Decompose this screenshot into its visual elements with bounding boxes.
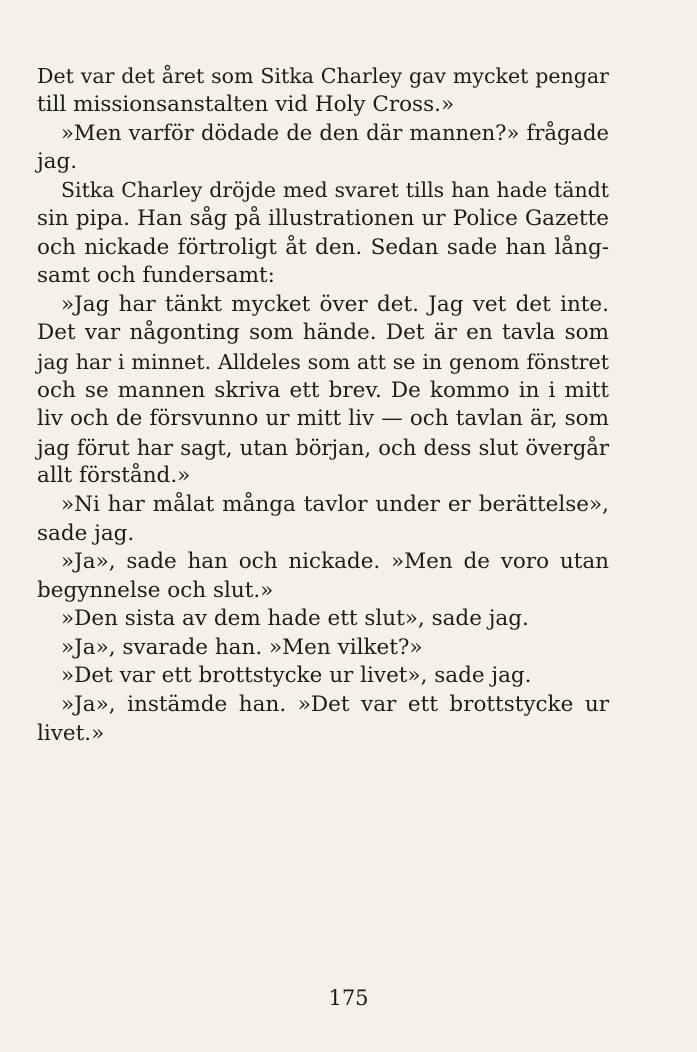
text-line: »Det var ett brottstycke ur livet», sade jag. <box>61 663 532 689</box>
text-line: Det var det året som Sitka Charley gav mycket pengar <box>37 64 609 88</box>
text-line: begynnelse och slut.» <box>37 577 274 603</box>
text-line: och nickade förtroligt åt den. Sedan sade han lång- <box>37 234 609 260</box>
text-line: »Ni har målat många tavlor under er berättelse», <box>61 491 609 517</box>
text-line: allt förstånd.» <box>37 463 191 489</box>
body-text <box>37 62 609 748</box>
text-line: »Ja», svarade han. »Men vilket?» <box>61 634 423 660</box>
text-line: Sitka Charley dröjde med svaret tills han hade tändt <box>61 178 609 203</box>
text-line: Det var någonting som hände. Det är en tavla som <box>37 320 609 346</box>
text-line: till missionsanstalten vid Holy Cross.» <box>37 91 455 117</box>
text-line: jag har i minnet. Alldeles som att se in genom fönstret <box>37 349 609 374</box>
text-line: sin pipa. Han såg på illustrationen ur Police Gazette <box>37 205 609 231</box>
text-line: »Ja», instämde han. »Det var ett brottstycke ur <box>61 692 609 718</box>
text-line: jag förut har sagt, utan början, och dess slut övergår <box>37 434 609 460</box>
text-line: livet.» <box>37 720 105 746</box>
text-line: »Men varför dödade de den där mannen?» frågade <box>61 120 609 146</box>
text-line: liv och de försvunno ur mitt liv — och tavlan är, som <box>37 406 609 432</box>
text-line: och se mannen skriva ett brev. De kommo in i mitt <box>37 377 609 403</box>
text-line: »Jag har tänkt mycket över det. Jag vet det inte. <box>61 291 609 317</box>
text-line: samt och fundersamt: <box>37 263 275 289</box>
text-line: sade jag. <box>37 520 135 546</box>
text-line: jag. <box>37 148 78 174</box>
text-line: »Den sista av dem hade ett slut», sade jag. <box>61 606 529 632</box>
page-number: 175 <box>328 986 369 1010</box>
text-line: »Ja», sade han och nickade. »Men de voro utan <box>61 549 609 575</box>
